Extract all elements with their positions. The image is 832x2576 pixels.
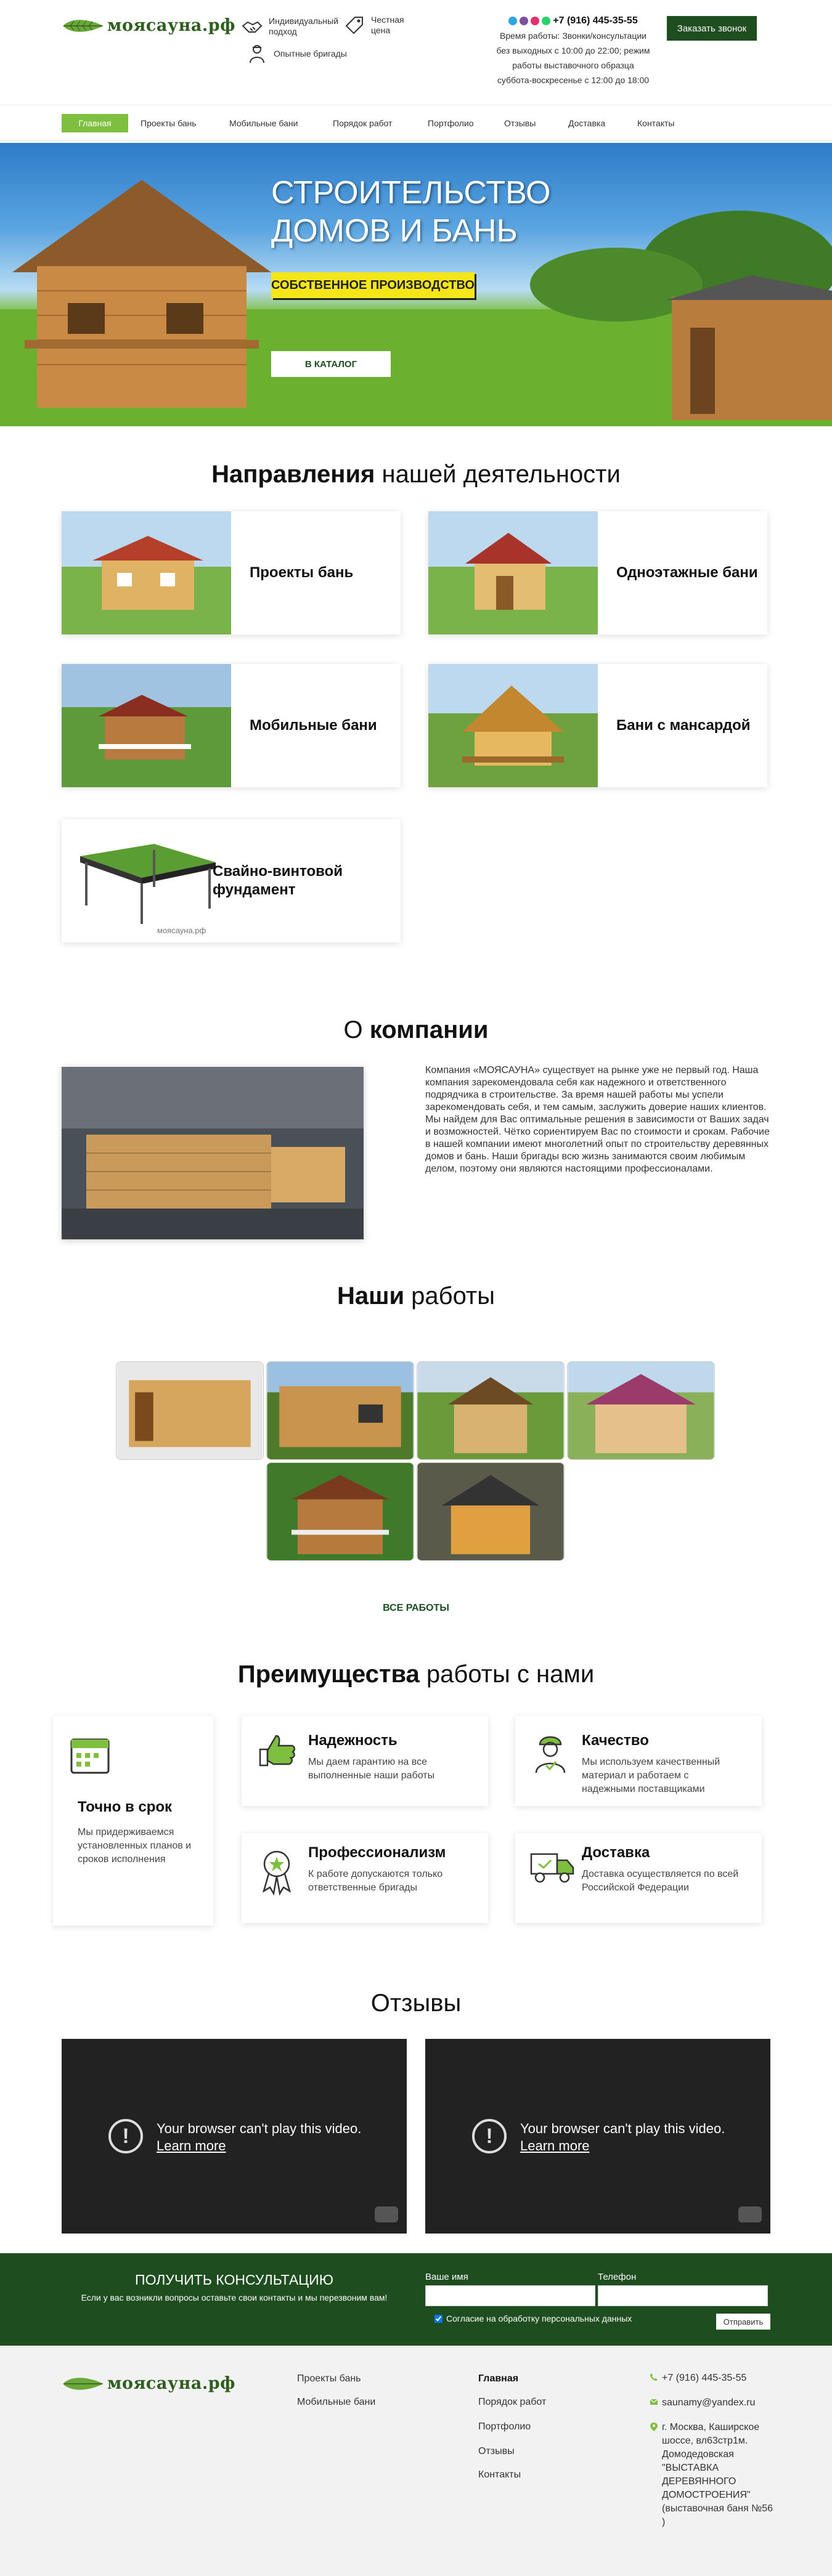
footer-link[interactable]: Портфолио <box>478 2421 531 2432</box>
card-title: Мобильные бани <box>250 717 377 734</box>
advantage-quality <box>515 1716 762 1806</box>
phone-row <box>481 14 666 28</box>
telegram-icon[interactable] <box>508 17 517 25</box>
advantage-delivery <box>515 1833 762 1923</box>
calendar-icon <box>68 1732 112 1776</box>
work-hours-line: суббота-воскресенье с 12:00 до 18:00 <box>497 75 650 85</box>
heading-rest: работы с нами <box>419 1661 595 1688</box>
work-photo[interactable] <box>266 1462 414 1561</box>
footer-link[interactable]: Отзывы <box>478 2446 515 2457</box>
all-works-link[interactable]: ВСЕ РАБОТЫ <box>383 1603 449 1613</box>
phone-label: Телефон <box>598 2272 637 2282</box>
heading-pre: О <box>343 1016 370 1043</box>
advantage-title: Доставка <box>582 1844 650 1861</box>
site-footer <box>0 2346 832 2576</box>
consult-subtitle: Если у вас возникли вопросы оставьте свои контакты и мы перезвоним вам! <box>81 2293 388 2303</box>
learn-more-link[interactable]: Learn more <box>157 2138 226 2153</box>
nav-item-portfolio[interactable]: Портфолио <box>428 118 474 128</box>
footer-phone[interactable] <box>650 2371 746 2385</box>
feature-text: Индивидуальный подход <box>269 16 338 36</box>
nav-item-bath-projects[interactable]: Проекты бань <box>141 118 197 128</box>
feature-individual <box>240 15 351 38</box>
work-photo[interactable] <box>266 1361 414 1460</box>
thumbs-up-icon <box>255 1728 302 1775</box>
phone-text: +7 (916) 445-35-55 <box>662 2373 747 2383</box>
catalog-button[interactable]: В КАТАЛОГ <box>271 351 391 377</box>
advantage-title: Качество <box>582 1732 649 1749</box>
medal-icon <box>255 1847 298 1896</box>
hero-badge: СОБСТВЕННОЕ ПРОИЗВОДСТВО <box>271 272 475 298</box>
feature-text: Опытные бригады <box>274 48 347 59</box>
card-image <box>62 511 231 634</box>
hero-title-line: ДОМОВ И БАНЬ <box>271 213 518 249</box>
card-image <box>428 664 598 787</box>
footer-link[interactable]: Контакты <box>478 2469 521 2480</box>
work-photo[interactable] <box>417 1361 565 1460</box>
address-line: ДОМОСТРОЕНИЯ" <box>662 2490 751 2500</box>
alert-icon: ! <box>108 2119 143 2153</box>
nav-item-contacts[interactable]: Контакты <box>637 118 675 128</box>
header-contacts <box>481 14 666 87</box>
heading-bold: компании <box>369 1016 489 1043</box>
work-photo[interactable] <box>116 1361 264 1460</box>
footer-link[interactable]: Порядок работ <box>478 2397 547 2407</box>
feature-crews <box>245 42 350 65</box>
hero-title-line: СТРОИТЕЛЬСТВО <box>271 175 551 211</box>
advantage-text: Мы придерживаемся установленных планов и сроков исполнения <box>78 1827 192 1865</box>
nav-item-home[interactable]: Главная <box>62 114 128 132</box>
card-title: Свайно-винтовой фундамент <box>213 863 343 898</box>
logo[interactable] <box>62 16 235 35</box>
footer-address <box>650 2421 773 2529</box>
address-line: (выставочная баня №56 <box>662 2503 773 2514</box>
phone-icon <box>650 2373 658 2381</box>
price-tag-icon <box>343 14 366 37</box>
card-image <box>428 511 598 634</box>
consent-label: Согласие на обработку персональных данных <box>446 2314 632 2323</box>
email-text: saunamy@yandex.ru <box>662 2397 756 2408</box>
footer-email[interactable] <box>650 2396 755 2410</box>
heading-bold: Наши <box>336 1282 405 1310</box>
hero-banner <box>0 143 832 426</box>
direction-card-foundation[interactable] <box>62 819 401 942</box>
youtube-icon[interactable] <box>738 2206 762 2222</box>
mail-icon <box>650 2397 658 2406</box>
heading-rest: нашей деятельности <box>375 461 621 488</box>
footer-link[interactable]: Мобильные бани <box>297 2397 376 2407</box>
hero-title <box>271 174 551 250</box>
alert-icon: ! <box>472 2119 507 2153</box>
leaf-icon <box>62 17 105 35</box>
work-hours-line: Время работы: Звонки/консультации <box>500 31 646 41</box>
work-photo[interactable] <box>417 1462 565 1561</box>
consent-row <box>434 2314 632 2323</box>
youtube-icon[interactable] <box>375 2206 398 2222</box>
whatsapp-icon[interactable] <box>542 17 550 25</box>
works-heading <box>0 1282 832 1310</box>
heading-rest: работы <box>404 1282 495 1310</box>
advantage-professionalism <box>242 1833 488 1923</box>
header-phone[interactable]: +7 (916) 445-35-55 <box>553 15 638 26</box>
advantage-title: Профессионализм <box>308 1844 446 1861</box>
review-video-player[interactable] <box>425 2039 770 2234</box>
nav-item-mobile-baths[interactable]: Мобильные бани <box>229 118 298 128</box>
name-label: Ваше имя <box>425 2272 468 2282</box>
main-nav <box>0 105 832 140</box>
address-line: "ВЫСТАВКА <box>662 2463 719 2473</box>
nav-item-work-order[interactable]: Порядок работ <box>333 118 393 128</box>
advantage-text: Мы используем качественный материал и работаем с надежными поставщиками <box>582 1757 720 1794</box>
feature-price <box>343 14 417 37</box>
work-hours-line: работы выставочного образца <box>512 60 634 70</box>
advantage-reliability <box>242 1716 488 1806</box>
advantage-title: Надежность <box>308 1732 398 1749</box>
footer-logo[interactable] <box>62 2374 235 2393</box>
name-input[interactable] <box>425 2285 595 2306</box>
about-heading <box>0 1016 832 1044</box>
work-hours-line: без выходных с 10:00 до 22:00; режим <box>496 46 650 55</box>
advantage-title: Точно в срок <box>78 1799 173 1815</box>
reviews-heading: Отзывы <box>370 1990 462 2017</box>
address-line: ) <box>662 2517 666 2527</box>
video-error <box>157 2120 361 2155</box>
advantages-heading <box>0 1661 832 1688</box>
card-title: Проекты бань <box>250 564 354 581</box>
video-error <box>520 2120 725 2155</box>
address-line: г. Москва, Каширское <box>662 2422 760 2432</box>
truck-icon <box>529 1849 576 1886</box>
order-call-button[interactable]: Заказать звонок <box>667 16 757 41</box>
card-title: Одноэтажные бани <box>616 564 758 581</box>
review-video-player[interactable] <box>62 2039 407 2234</box>
work-photo[interactable] <box>567 1361 715 1460</box>
card-image <box>62 664 231 787</box>
address-line: шоссе, вл63стр1м. <box>662 2436 748 2446</box>
direction-card-mobile[interactable] <box>62 664 401 787</box>
workers-icon <box>245 42 269 65</box>
viber-icon[interactable] <box>520 17 528 25</box>
advantage-text: Мы даем гарантию на все выполненные наши работы <box>308 1757 435 1781</box>
location-pin-icon <box>650 2422 658 2432</box>
nav-item-reviews[interactable]: Отзывы <box>504 118 536 128</box>
worker-icon <box>529 1730 572 1775</box>
heading-bold: Направления <box>211 461 375 488</box>
footer-link[interactable]: Главная <box>478 2373 519 2384</box>
card-watermark: моясауна.рф <box>157 926 206 935</box>
card-image <box>62 819 231 942</box>
instagram-icon[interactable] <box>531 17 539 25</box>
consent-checkbox[interactable] <box>434 2315 443 2323</box>
logo-text: моясауна.рф <box>107 2374 236 2393</box>
site-header <box>0 0 832 101</box>
advantage-text: Доставка осуществляется по всей Российской Федерации <box>582 1869 739 1893</box>
logo-text: моясауна.рф <box>107 16 236 35</box>
direction-card-bath-projects[interactable] <box>62 511 401 634</box>
consultation-form <box>0 2253 832 2346</box>
feature-text: Честная цена <box>371 15 404 35</box>
leaf-icon <box>62 2375 105 2393</box>
directions-heading <box>0 461 832 488</box>
learn-more-link[interactable]: Learn more <box>520 2138 590 2153</box>
handshake-icon <box>240 15 264 38</box>
address-line: ДЕРЕВЯННОГО <box>662 2476 736 2487</box>
consult-title: ПОЛУЧИТЬ КОНСУЛЬТАЦИЮ <box>135 2272 333 2288</box>
video-error-message: Your browser can't play this video. <box>157 2121 362 2136</box>
phone-input[interactable] <box>598 2285 768 2306</box>
about-text: Компания «МОЯСАУНА» существует на рынке уже не первый год. Наша компания зарекомендовала себя как надежного и ответственного подрядчика в строительстве. За время нашей работы мы успели зарекомендовать себя, и тем самым, заслужить доверие наших клиентов. Мы найдем для Вас оптимальные решения в зависимости от Ваших задач и возможностей. Чётко сориентируем Вас по стоимости и срокам. Рабочие в нашей компании имеют многолетний опыт по строительству деревянных домов и бань. Наши бригады всю жизнь занимаются своим любимым делом, поэтому они являются настоящими профессионалами. <box>425 1065 770 1174</box>
card-title: Бани с мансардой <box>616 717 751 734</box>
advantage-text: К работе допускаются только ответственные бригады <box>308 1869 443 1893</box>
video-error-message: Your browser can't play this video. <box>520 2121 725 2136</box>
about-photo <box>62 1067 364 1239</box>
nav-item-delivery[interactable]: Доставка <box>568 118 606 128</box>
send-button[interactable]: Отправить <box>716 2314 770 2330</box>
heading-bold: Преимущества <box>237 1661 420 1688</box>
advantage-on-time <box>53 1716 213 1926</box>
address-line: Домодедовская <box>662 2449 734 2460</box>
direction-card-one-storey[interactable] <box>428 511 767 634</box>
footer-link[interactable]: Проекты бань <box>297 2373 361 2384</box>
direction-card-attic[interactable] <box>428 664 767 787</box>
